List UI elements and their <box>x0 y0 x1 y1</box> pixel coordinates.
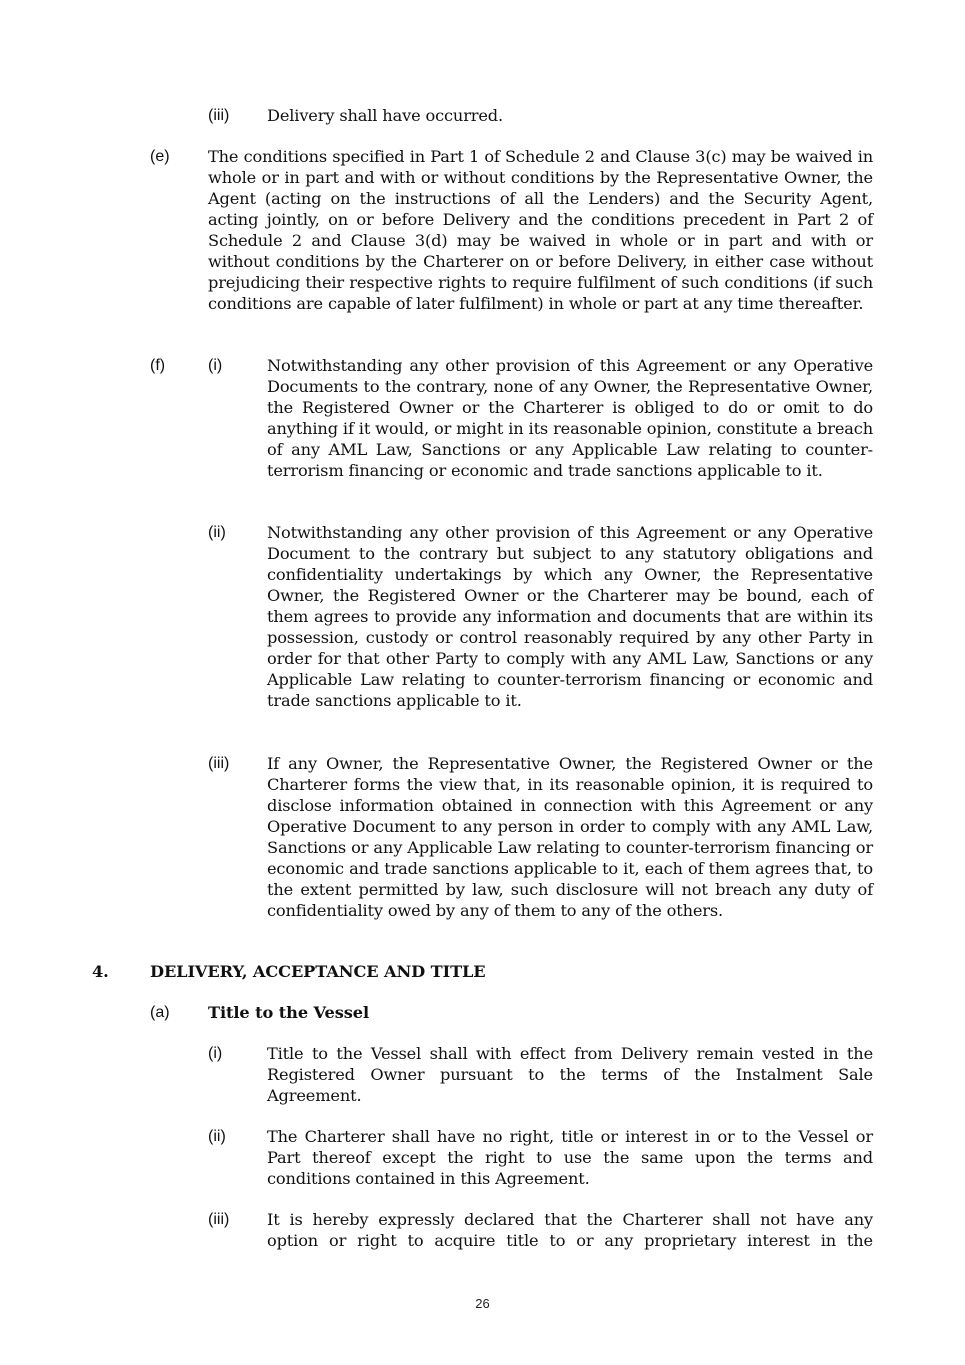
item-f-ii-label: (ii) <box>208 524 226 541</box>
item-f-i-text: Notwithstanding any other provision of this Agreement or any Operative Documents to the contrary, none of any Owner, the Representative Owner, the Registered Owner or the Charterer is obliged to do or omit to do anything if it would, or might in its reasonable opinion, constitute a breach of any AML Law, Sanctions or any Applicable Law relating to counter-terrorism financing or economic and trade sanctions applicable to it. <box>267 356 873 480</box>
item-f-i-label: (i) <box>208 357 223 374</box>
item-4a-i-text: Title to the Vessel shall with effect from Delivery remain vested in the Registered Owner pursuant to the terms of the Instalment Sale Agreement. <box>267 1044 873 1105</box>
item-4a-i-label: (i) <box>208 1045 223 1062</box>
item-f-iii-text: If any Owner, the Representative Owner, the Registered Owner or the Charterer forms the view that, in its reasonable opinion, it is required to disclose information obtained in connection with this Agreement or any Operative Document to any person in order to comply with any AML Law, Sanctions or any Applicable Law relating to counter-terrorism financing or economic and trade sanctions applicable to it, each of them agrees that, to the extent permitted by law, such disclosure will not breach any duty of confidentiality owed by any of them to any of the others. <box>267 754 873 920</box>
item-4a-iii-text: It is hereby expressly declared that the Charterer shall not have any option or right to acquire title to or any proprietary interest in the <box>267 1210 873 1250</box>
item-4a-ii-text: The Charterer shall have no right, title or interest in or to the Vessel or Part thereof except the right to use the same upon the terms and conditions contained in this Agreement. <box>267 1127 873 1188</box>
item-d-iii-text: Delivery shall have occurred. <box>267 106 504 125</box>
clause-4-title: DELIVERY, ACCEPTANCE AND TITLE <box>150 962 486 981</box>
item-f-label: (f) <box>150 357 166 374</box>
item-4a-label: (a) <box>150 1004 170 1021</box>
page-number: 26 <box>475 1296 490 1311</box>
item-d-iii-label: (iii) <box>208 107 230 124</box>
item-4a-ii-label: (ii) <box>208 1128 226 1145</box>
clause-4-number: 4. <box>92 962 109 981</box>
item-4a-iii-label: (iii) <box>208 1211 230 1228</box>
item-f-iii-label: (iii) <box>208 755 230 772</box>
item-f-ii-text: Notwithstanding any other provision of this Agreement or any Operative Document to the contrary but subject to any statutory obligations and confidentiality undertakings by which any Owner, the Representative Owner, the Registered Owner or the Charterer may be bound, each of them agrees to provide any information and documents that are within its possession, custody or control reasonably required by any other Party in order for that other Party to comply with any AML Law, Sanctions or any Applicable Law relating to counter-terrorism financing or economic and trade sanctions applicable to it. <box>267 523 873 710</box>
item-4a-title: Title to the Vessel <box>208 1003 369 1022</box>
item-e-text: The conditions specified in Part 1 of Schedule 2 and Clause 3(c) may be waived in whole or in part and with or without conditions by the Representative Owner, the Agent (acting on the instructions of all the Lenders) and the Security Agent, acting jointly, on or before Delivery and the conditions precedent in Part 2 of Schedule 2 and Clause 3(d) may be waived in whole or in part and with or without conditions by the Charterer on or before Delivery, in either case without prejudicing their respective rights to require fulfilment of such conditions (if such conditions are capable of later fulfilment) in whole or part at any time thereafter. <box>208 147 873 313</box>
item-e-label: (e) <box>150 148 170 165</box>
